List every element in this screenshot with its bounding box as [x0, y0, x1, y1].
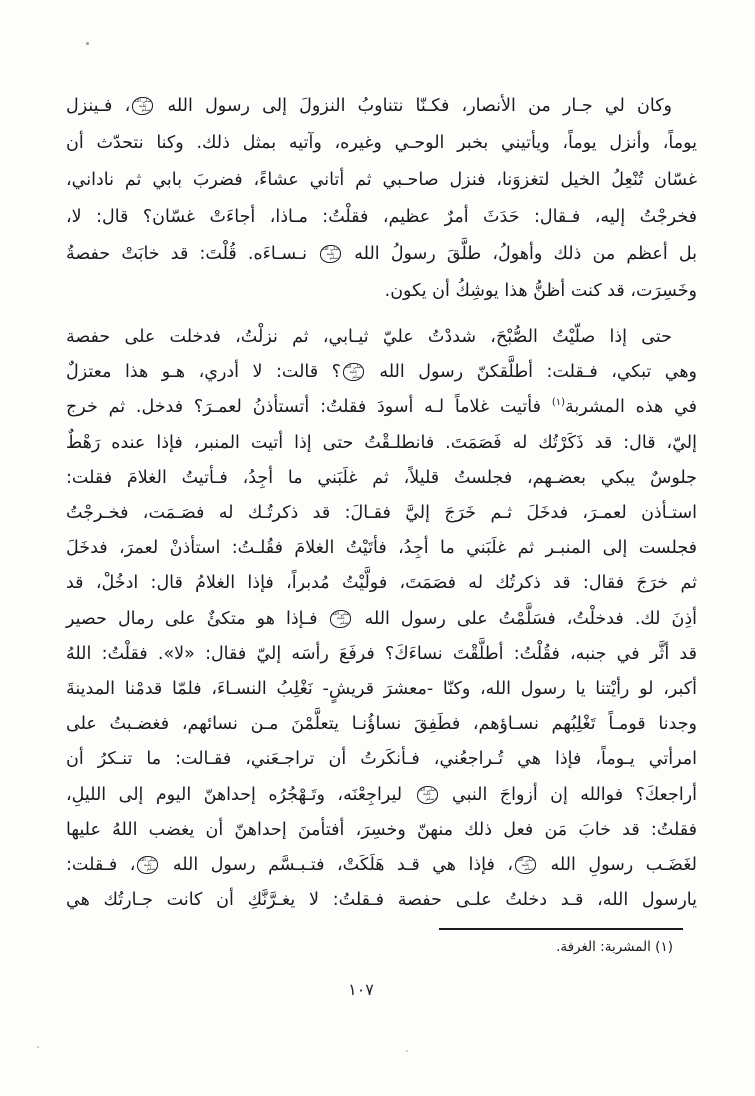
- text-line: فجلست إلى المنبـر ثم غلَبَني ما أجِدُ، فأتَيْتُ الغلامَ فقُلـتُ: استأذنْ لعمرَ، فدخَلَ: [66, 538, 697, 559]
- prophet-honorific-icon: صلى الله عليه وسلم: [516, 858, 535, 873]
- text-line: ثم خرَجَ فقال: قد ذكرتُك له فصَمَتَ، فولَّيْتُ مُدبراً، فإذا الغلامُ قال: ادخُلْ، قد: [66, 573, 697, 594]
- scan-speck: [406, 1050, 408, 1052]
- text-line: وهي تبكي، فـقلت: أطلَّقكنّ رسول الله صلى الله عليه وسلم؟ قالت: لا أدري، هـو هذا معتزلٌ: [66, 362, 697, 383]
- text-line: لغَضَـب رسولِ الله صلى الله عليه وسلم، فإذا هي قـد هَلَكَتْ، فتـبـسَّم رسول الله صلى الله عليه وسلم، فـقلت:: [66, 855, 697, 876]
- footnote-reference: (١): [551, 397, 565, 409]
- text-line: وخَسِرَت، قد كنت أظنُّ هذا يوشِكُ أن يكون.: [384, 281, 697, 301]
- prophet-honorific-icon: صلى الله عليه وسلم: [418, 787, 437, 803]
- text-line: إليّ، قال: قد ذَكَرْتُك له فَصَمَتَ. فانطلـقْتُ حتى إذا أتيت المنبر، فإذا عنده رَهْطٌ: [66, 432, 697, 453]
- prophet-honorific-icon: صلى الله عليه وسلم: [321, 247, 341, 262]
- text-line: حتى إذا صلّيْتُ الصُّبْحَ، شددْتُ عليّ ثيـابي، ثم نزلْتُ، فدخلت على حفصة: [66, 327, 672, 347]
- scan-speck: [37, 1046, 39, 1048]
- footnote: (١) المشربة: الغرفة.: [556, 939, 673, 955]
- text-line: أكبر، لو رأيْتنا يا رسول الله، وكنّا -معشرَ قريشٍ- نَغْلِبُ النسـاءَ، فلمّا قدمْنا المدينةَ: [66, 679, 697, 700]
- text-line: يوماً، وأنزل يوماً، ويأتيني بخبر الوحـي وغيره، وآتيه بمثل ذلك. وكنا نتحدّث أن: [66, 133, 697, 153]
- text-line: استـأذن لعمـرَ، فدخَلَ ثـم خَرَجَ إليَّ فقـالَ: قد ذكرتُـك له فصَـمَت، فخـرجْتُ: [66, 503, 697, 524]
- text-line: في هذه المشربة$^{(١)}$ فأتيت غلاماً لـه أسودَ فقلتُ: أتستأذنُ لعمـرَ؟ فدخل. ثم خرج: [66, 397, 697, 418]
- text-line: وكان لي جـار من الأنصار، فكـنّا نتناوبُ النزولَ إلى رسول الله صلى الله عليه وسلم، فـينزل: [66, 96, 673, 116]
- text-line: قد أثَّر في جنبه، فقُلْتُ: أطلَّقْتَ نساءَكَ؟ فرفَعَ رأسَه إليّ فقال: «لا». فقلْتُ: اللهُ: [66, 643, 697, 664]
- footnote-divider: [439, 928, 683, 930]
- text-line: يارسول الله، قـد دخلتُ علـى حفصة فـقلتُ: لا يغـرَّنَّكِ أن كانت جـارتُك هي: [66, 890, 697, 911]
- text-line: فقلتُ: قد خابَ مَن فعل ذلك منهنّ وخسِرَ، أفتأمنَ إحداهنّ أن يغضب اللهُ عليها: [66, 819, 697, 840]
- text-line: فخرجْتُ إليه، فـقال: حَدَثَ أمرٌ عظيم، فقلْتُ: مـاذا، أجاءَتْ غسّان؟ قال: لا،: [66, 207, 697, 227]
- text-line: امرأتي يـوماً، فإذا هي تُـراجعُني، فـأنكَرتُ أن تراجـعَني، فقـالت: ما تنـكرُ أن: [66, 749, 697, 770]
- text-block: [66, 0, 697, 918]
- prophet-honorific-icon: صلى الله عليه وسلم: [344, 365, 363, 380]
- paragraph-2: [66, 310, 697, 918]
- page-number: ١٠٧: [348, 980, 374, 999]
- text-line: أراجعكَ؟ فوالله إن أزواجَ النبي صلى الله عليه وسلم ليراجِعْنَه، وتَـهْجُرُه إحداهنّ اليوم إلى الليلِ،: [66, 784, 697, 805]
- text-line: بل أعظم من ذلك وأهولُ، طلَّقَ رسولُ الله صلى الله عليه وسلم نـسـاءَه. قُلْتَ: قد خابَتْ حفصةُ: [66, 244, 697, 264]
- prophet-honorific-icon: صلى الله عليه وسلم: [134, 99, 153, 114]
- text-line: وجدنا قومـاً تَغْلِبُهم نسـاؤهم، فطَفِقَ نساؤُنـا يتعلَّمْنَ مـن نسائهم، فغضـبتُ على: [66, 714, 697, 735]
- text-line: غسّان تُنْعِلُ الخيل لتغزوَنا، فنزل صاحـبي ثم أتاني عشاءً، فضربَ بابي ثم ناداني،: [66, 170, 697, 190]
- prophet-honorific-icon: صلى الله عليه وسلم: [332, 611, 351, 627]
- paragraph-1: [66, 0, 697, 310]
- text-line: أذِنَ لك. فدخلْتُ، فسَلَّمْتُ على رسول الله صلى الله عليه وسلم فـإذا هو متكئٌ على رمال حصير: [66, 608, 697, 629]
- prophet-honorific-icon: صلى الله عليه وسلم: [139, 858, 158, 873]
- text-line: جلوسٌ يبكي بعضـهم، فجلستُ قليلاً، ثم غلَبَني ما أجِدُ، فـأتيتُ الغلامَ فقلت:: [66, 467, 697, 488]
